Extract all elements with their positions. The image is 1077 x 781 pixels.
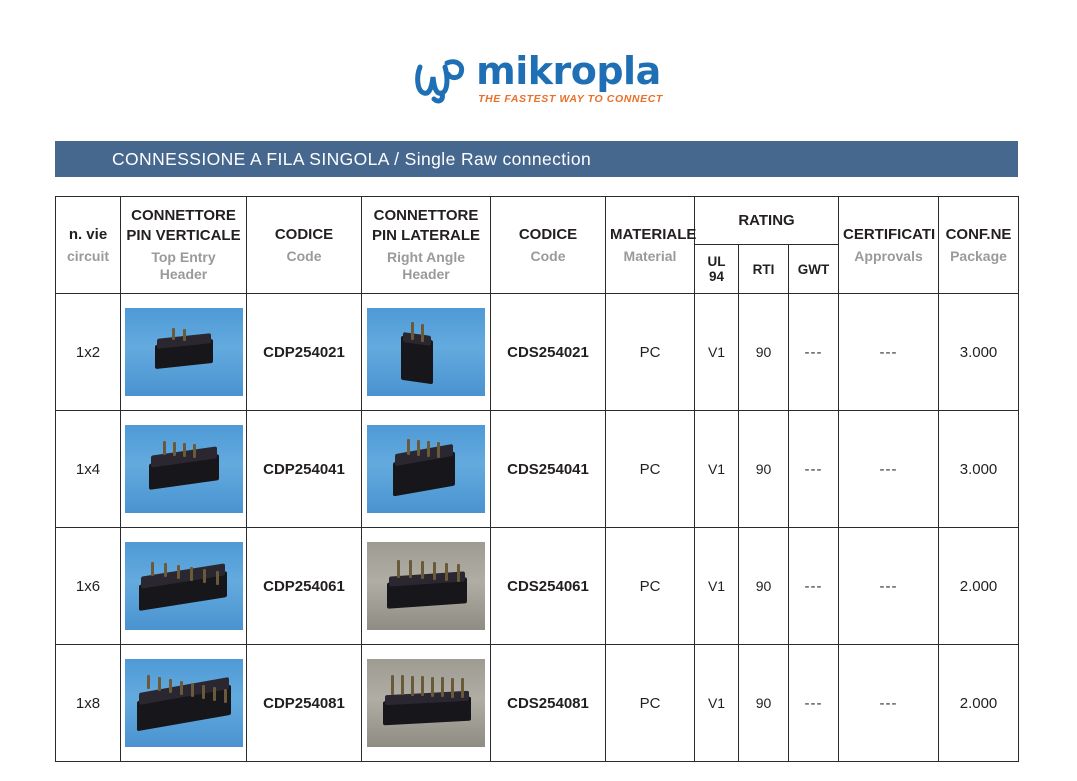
cell-rti: 90 bbox=[739, 294, 789, 411]
cell-vertical-photo bbox=[121, 645, 247, 762]
connector-photo-vertical-4pin bbox=[125, 425, 243, 513]
cell-vertical-photo bbox=[121, 411, 247, 528]
header-lateral-it-line2: PIN LATERALE bbox=[371, 227, 481, 244]
header-vertical-en-line2: Header bbox=[159, 266, 208, 282]
cell-package: 2.000 bbox=[939, 645, 1019, 762]
header-material-en: Material bbox=[623, 247, 677, 264]
cell-vertical-photo bbox=[121, 528, 247, 645]
cell-code-lateral: CDS254081 bbox=[491, 645, 606, 762]
cell-approvals: --- bbox=[839, 411, 939, 528]
cell-code-lateral: CDS254041 bbox=[491, 411, 606, 528]
product-table bbox=[55, 196, 1019, 762]
connector-photo-lateral-8pin bbox=[367, 659, 485, 747]
logo-tagline: THE FASTEST WAY TO CONNECT bbox=[478, 93, 663, 105]
header-approvals-en: Approvals bbox=[854, 247, 923, 264]
cell-package: 2.000 bbox=[939, 528, 1019, 645]
header-circuit-en: circuit bbox=[66, 247, 109, 264]
header-package bbox=[939, 197, 1019, 294]
header-code1-it: CODICE bbox=[274, 225, 334, 243]
cell-material: PC bbox=[606, 294, 695, 411]
header-lateral-en-line1: Right Angle bbox=[386, 249, 466, 265]
connector-photo-vertical-2pin bbox=[125, 308, 243, 396]
cell-ul94: V1 bbox=[695, 528, 739, 645]
connector-photo-vertical-8pin bbox=[125, 659, 243, 747]
cell-rti: 90 bbox=[739, 528, 789, 645]
cell-code-vertical: CDP254041 bbox=[247, 411, 362, 528]
header-rating-ul94 bbox=[695, 245, 739, 294]
header-circuit bbox=[56, 197, 121, 294]
cell-rti: 90 bbox=[739, 411, 789, 528]
cell-material: PC bbox=[606, 528, 695, 645]
cell-circuit: 1x2 bbox=[56, 294, 121, 411]
header-lateral-it-line1: CONNETTORE bbox=[373, 207, 479, 224]
cell-gwt: --- bbox=[789, 528, 839, 645]
cell-approvals: --- bbox=[839, 528, 939, 645]
header-lateral-connector bbox=[362, 197, 491, 294]
header-approvals bbox=[839, 197, 939, 294]
table-body bbox=[56, 294, 1019, 762]
cell-circuit: 1x8 bbox=[56, 645, 121, 762]
header-circuit-it: n. vie bbox=[68, 225, 108, 243]
table-row bbox=[56, 645, 1019, 762]
header-code1-en: Code bbox=[286, 247, 322, 264]
cell-material: PC bbox=[606, 645, 695, 762]
header-ul94-line2: 94 bbox=[708, 269, 725, 284]
table-row bbox=[56, 528, 1019, 645]
cell-vertical-photo bbox=[121, 294, 247, 411]
table-row bbox=[56, 411, 1019, 528]
cell-ul94: V1 bbox=[695, 294, 739, 411]
header-vertical-connector bbox=[121, 197, 247, 294]
brand-header bbox=[0, 0, 1077, 105]
table-header-row-1 bbox=[56, 197, 1019, 245]
cell-circuit: 1x4 bbox=[56, 411, 121, 528]
header-vertical-en-line1: Top Entry bbox=[151, 249, 216, 265]
mikropla-mu-icon bbox=[414, 57, 468, 105]
cell-gwt: --- bbox=[789, 645, 839, 762]
logo-wordmark: mikropla bbox=[476, 49, 661, 93]
cell-approvals: --- bbox=[839, 294, 939, 411]
cell-code-lateral: CDS254021 bbox=[491, 294, 606, 411]
cell-code-vertical: CDP254061 bbox=[247, 528, 362, 645]
header-rating: RATING bbox=[695, 197, 839, 245]
header-code-vertical bbox=[247, 197, 362, 294]
cell-code-vertical: CDP254021 bbox=[247, 294, 362, 411]
table-row bbox=[56, 294, 1019, 411]
header-lateral-en-line2: Header bbox=[402, 266, 450, 282]
cell-material: PC bbox=[606, 411, 695, 528]
cell-circuit: 1x6 bbox=[56, 528, 121, 645]
cell-package: 3.000 bbox=[939, 411, 1019, 528]
cell-ul94: V1 bbox=[695, 411, 739, 528]
section-title-bar bbox=[55, 141, 1018, 177]
header-package-it: CONF.NE bbox=[945, 225, 1012, 243]
cell-lateral-photo bbox=[362, 645, 491, 762]
header-code-lateral bbox=[491, 197, 606, 294]
header-material bbox=[606, 197, 695, 294]
table-header bbox=[56, 197, 1019, 294]
connector-photo-lateral-4pin bbox=[367, 425, 485, 513]
cell-gwt: --- bbox=[789, 411, 839, 528]
connector-photo-lateral-6pin bbox=[367, 542, 485, 630]
header-vertical-it-line2: PIN VERTICALE bbox=[126, 227, 241, 244]
header-approvals-it: CERTIFICATI bbox=[843, 225, 936, 243]
header-vertical-it-line1: CONNETTORE bbox=[131, 207, 236, 224]
cell-code-vertical: CDP254081 bbox=[247, 645, 362, 762]
mikropla-logo bbox=[414, 49, 663, 105]
connector-photo-lateral-2pin bbox=[367, 308, 485, 396]
cell-gwt: --- bbox=[789, 294, 839, 411]
product-table-container bbox=[55, 196, 1018, 762]
header-code2-it: CODICE bbox=[518, 225, 578, 243]
cell-approvals: --- bbox=[839, 645, 939, 762]
cell-lateral-photo bbox=[362, 294, 491, 411]
header-ul94-line1: UL bbox=[707, 254, 726, 269]
section-title-text: CONNESSIONE A FILA SINGOLA / Single Raw connection bbox=[112, 148, 592, 169]
header-material-it: MATERIALE bbox=[610, 225, 697, 243]
cell-ul94: V1 bbox=[695, 645, 739, 762]
header-package-en: Package bbox=[950, 247, 1007, 264]
cell-code-lateral: CDS254061 bbox=[491, 528, 606, 645]
cell-lateral-photo bbox=[362, 528, 491, 645]
header-rating-rti: RTI bbox=[739, 245, 789, 294]
connector-photo-vertical-6pin bbox=[125, 542, 243, 630]
cell-rti: 90 bbox=[739, 645, 789, 762]
cell-package: 3.000 bbox=[939, 294, 1019, 411]
header-code2-en: Code bbox=[530, 247, 566, 264]
cell-lateral-photo bbox=[362, 411, 491, 528]
header-rating-gwt: GWT bbox=[789, 245, 839, 294]
